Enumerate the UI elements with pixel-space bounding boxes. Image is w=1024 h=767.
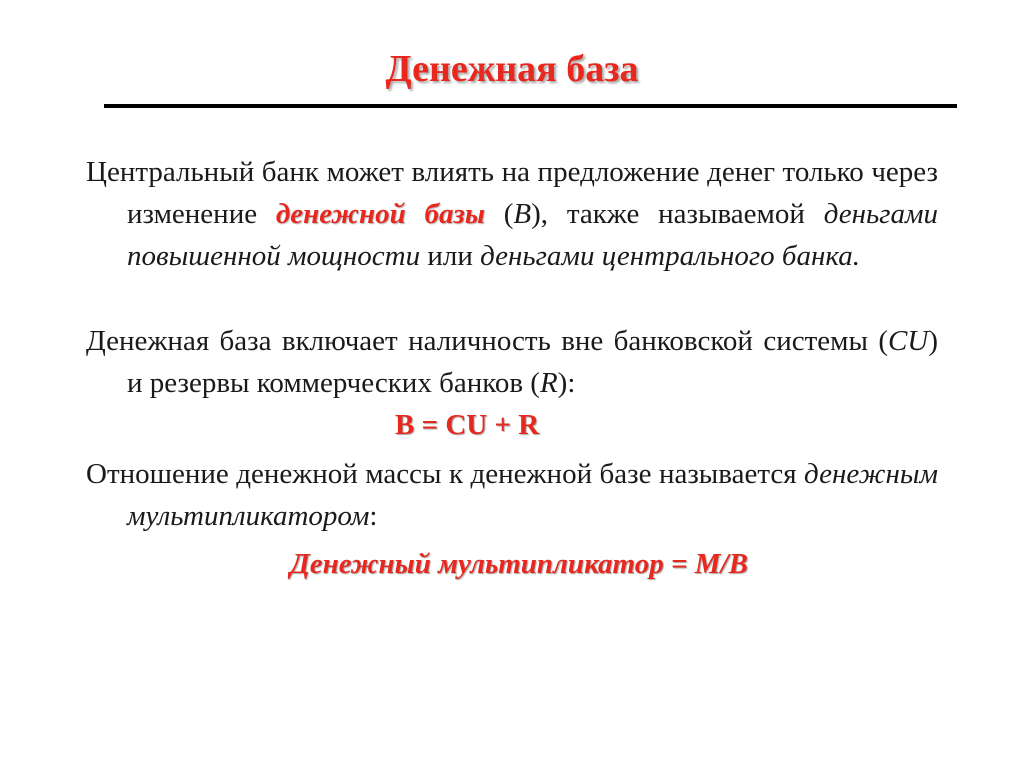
p1-text-3: ( <box>484 198 514 230</box>
formula-money-multiplier: Денежный мультипликатор = M/B <box>290 548 748 580</box>
paragraph-money-multiplier <box>86 453 938 537</box>
symbol-r: R <box>539 367 558 399</box>
p2-text-1: Денежная база включает наличность вне банковской системы ( <box>86 325 889 357</box>
paragraph-monetary-base-components <box>86 320 938 404</box>
term-central-bank-money: деньгами центрального банка. <box>480 240 860 272</box>
p2-text-3: ) и резервы коммерческих банков ( <box>127 325 938 399</box>
term-money-multiplier: денежным мультипликатором <box>127 458 938 532</box>
slide-title: Денежная база <box>385 48 639 90</box>
formula-monetary-base: B = CU + R <box>395 409 540 441</box>
p2-text-5: ): <box>557 367 576 399</box>
term-monetary-base: денежной базы <box>275 198 485 230</box>
p3-text-3: : <box>369 500 378 532</box>
title-divider <box>104 104 957 108</box>
term-high-powered-money: деньгами повышенной мощности <box>127 198 938 272</box>
p1-text-5: ), также называемой <box>531 198 824 230</box>
symbol-b: B <box>513 198 532 230</box>
p1-text-1: Центральный банк может влиять на предложение денег только через изменение <box>86 156 938 230</box>
p1-text-7: или <box>420 240 481 272</box>
paragraph-central-bank <box>86 151 938 277</box>
symbol-cu: CU <box>888 325 929 357</box>
p3-text-1: Отношение денежной массы к денежной базе называется <box>86 458 805 490</box>
